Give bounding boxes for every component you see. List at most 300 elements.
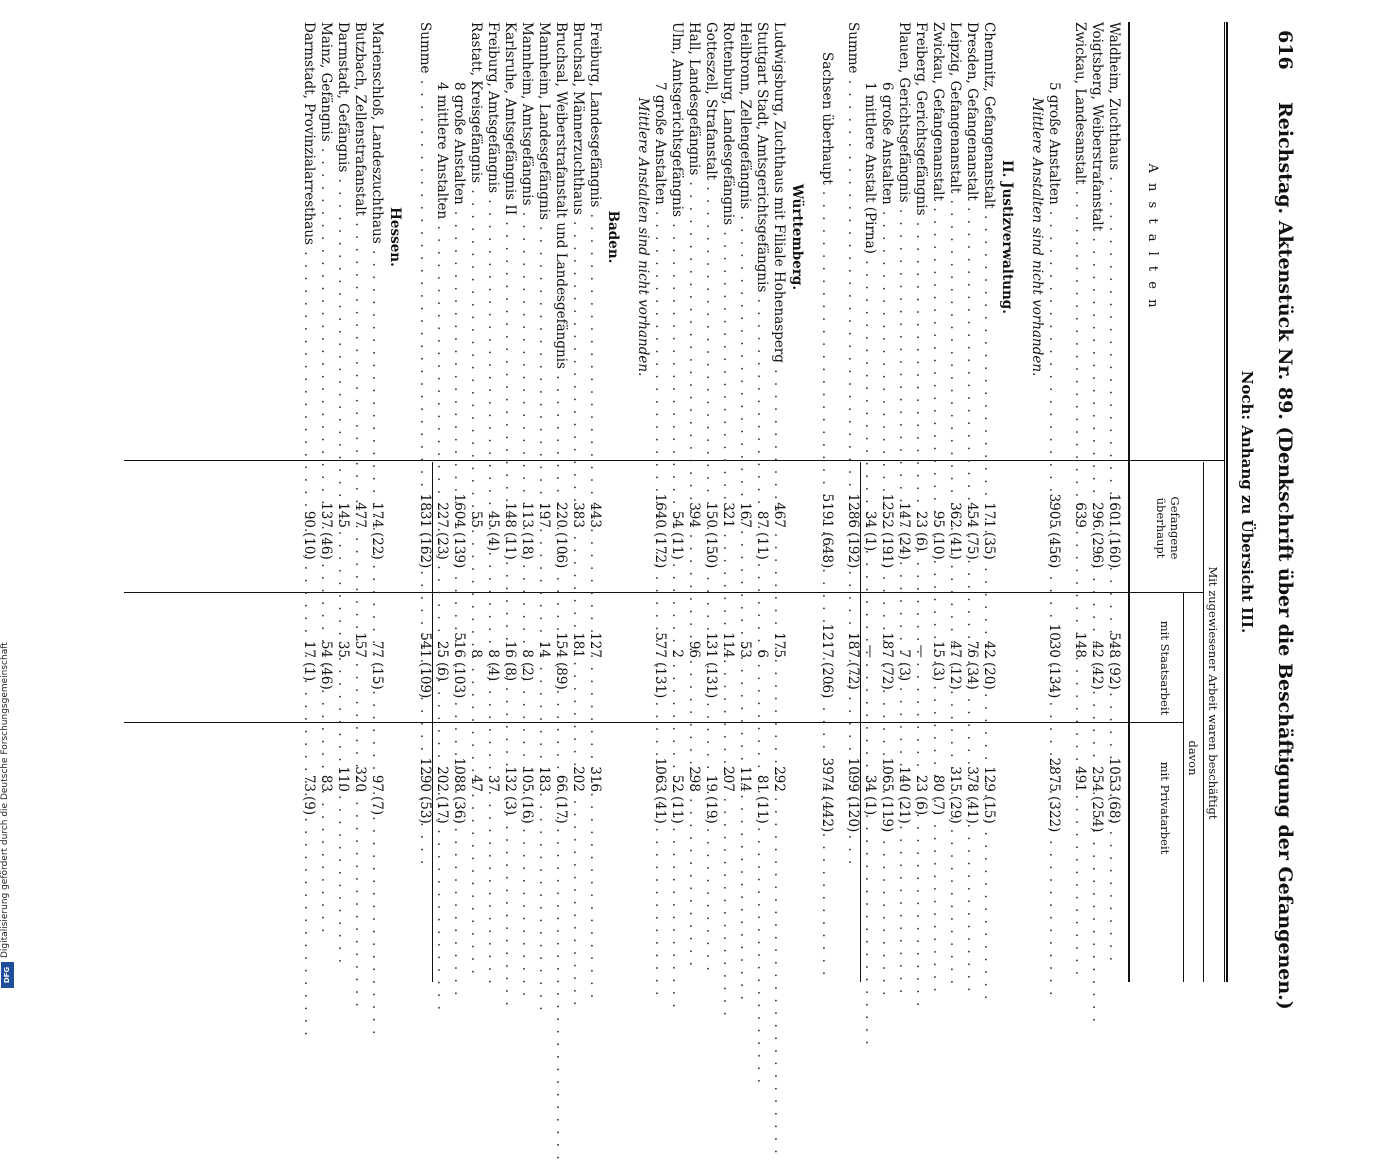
value-cell: 254 xyxy=(1089,766,1105,792)
female-count-cell: (41) xyxy=(652,796,668,824)
female-count-cell: (3) xyxy=(896,662,912,682)
row-label: Sachsen überhaupt . . . xyxy=(820,22,834,458)
table-row xyxy=(448,22,465,982)
female-count-cell: (7) xyxy=(930,796,946,816)
row-label: Dresden, Gefangenanstalt . . . xyxy=(965,22,979,458)
value-cell: 292 xyxy=(771,766,787,792)
value-cell: 477 xyxy=(352,502,368,528)
row-label: Chemnitz, Gefangenanstalt . . . xyxy=(982,22,996,458)
value-cell: — xyxy=(913,644,929,658)
female-count-cell: (322) xyxy=(1046,796,1062,833)
value-cell: 54 xyxy=(318,640,334,658)
table-row xyxy=(533,22,550,982)
row-label: Stuttgart Stadt, Amtsgerichtsgefängnis . . . xyxy=(755,22,769,458)
col-privatarbeit: mit Privatarbeit xyxy=(1158,761,1172,855)
value-cell: 105 xyxy=(519,766,535,792)
female-count-cell: (11) xyxy=(669,532,685,560)
value-cell: 394 xyxy=(686,502,702,528)
female-count-cell: (442) xyxy=(819,796,835,833)
table-row xyxy=(666,22,683,982)
female-count-cell: (11) xyxy=(754,532,770,560)
sum-row xyxy=(842,22,859,982)
value-cell: 454 xyxy=(964,502,980,528)
female-count-cell: (206) xyxy=(819,662,835,699)
female-count-cell: (106) xyxy=(553,532,569,569)
section-heading xyxy=(601,22,623,982)
value-cell: 145 xyxy=(335,502,351,528)
value-cell: 183 xyxy=(536,766,552,792)
value-cell: 80 xyxy=(930,774,946,792)
female-count-cell: (1) xyxy=(301,662,317,682)
value-cell: 150 xyxy=(703,502,719,528)
table-row xyxy=(349,22,366,982)
value-cell: 129 xyxy=(981,766,997,792)
female-count-cell: (119) xyxy=(879,796,895,833)
row-label: Zwickau, Landesanstalt . . . xyxy=(1073,22,1087,458)
female-count-cell: (6) xyxy=(913,796,929,816)
value-cell: 1831 xyxy=(417,493,433,528)
value-cell: 35 xyxy=(335,640,351,658)
value-cell: 37 xyxy=(485,774,501,792)
female-count-cell: (162) xyxy=(417,532,433,569)
female-count-cell: (1) xyxy=(862,796,878,816)
table-row xyxy=(700,22,717,982)
female-count-cell: (21) xyxy=(896,796,912,824)
table-row xyxy=(482,22,499,982)
value-cell: 171 xyxy=(981,502,997,528)
value-cell: 16 xyxy=(502,640,518,658)
col-group-header: Mit zugewiesener Arbeit waren beschäftigt xyxy=(1206,566,1220,820)
table-top-rule xyxy=(1226,22,1228,982)
female-count-cell: (120) xyxy=(845,796,861,833)
value-cell: 96 xyxy=(686,640,702,658)
female-count-cell: (172) xyxy=(652,532,668,569)
female-count-cell: (20) xyxy=(981,662,997,690)
value-cell: 23 xyxy=(913,774,929,792)
value-cell: 577 xyxy=(652,632,668,658)
value-cell: 2 xyxy=(669,649,685,658)
female-count-cell: (72) xyxy=(845,662,861,690)
female-count-cell: (2) xyxy=(519,662,535,682)
female-count-cell: (11) xyxy=(502,532,518,560)
table-row xyxy=(961,22,978,982)
col-davon: davon xyxy=(1186,740,1200,776)
value-cell: 491 xyxy=(1072,766,1088,792)
davon-rule xyxy=(1183,592,1184,982)
value-cell: 148 xyxy=(1072,632,1088,658)
table-row xyxy=(944,22,961,982)
table-row xyxy=(683,22,700,982)
value-cell: 315 xyxy=(947,766,963,792)
value-cell: 1063 xyxy=(652,757,668,792)
value-cell: 1099 xyxy=(845,757,861,792)
row-label: Württemberg. xyxy=(789,183,805,291)
value-cell: 15 xyxy=(930,640,946,658)
female-count-cell: (22) xyxy=(369,532,385,560)
female-count-cell: (10) xyxy=(301,532,317,560)
spacer xyxy=(623,22,632,982)
row-label: 5 große Anstalten . . . xyxy=(1047,22,1061,458)
female-count-cell: (24) xyxy=(896,532,912,560)
section-subtitle: Noch: Anhang zu Übersicht III. xyxy=(1238,370,1256,634)
value-cell: 8 xyxy=(519,649,535,658)
female-count-cell: (1) xyxy=(862,532,878,552)
female-count-cell: (3) xyxy=(502,796,518,816)
female-count-cell: (11) xyxy=(669,796,685,824)
value-cell: 137 xyxy=(318,502,334,528)
row-label: 8 große Anstalten . . . xyxy=(452,22,466,458)
value-cell: 1601 xyxy=(1106,493,1122,528)
value-cell: 25 xyxy=(434,640,450,658)
credit-text: Digitalisierung gefördert durch die Deutsche Forschungsgemeinschaft xyxy=(0,642,10,958)
page-header xyxy=(1260,22,1300,1010)
row-label: Darmstadt, Gefängnis . . . xyxy=(336,22,350,458)
value-cell: 316 xyxy=(587,766,603,792)
row-label: 7 große Anstalten . . . xyxy=(653,22,667,458)
value-cell: 87 xyxy=(754,510,770,528)
value-cell: 148 xyxy=(502,502,518,528)
row-label: Waldheim, Zuchthaus . . . xyxy=(1107,22,1121,458)
value-cell: 147 xyxy=(896,502,912,528)
col-staatsarbeit: mit Staatsarbeit xyxy=(1158,620,1172,716)
document-page xyxy=(120,22,1300,1010)
female-count-cell: (134) xyxy=(1046,662,1062,699)
value-cell: 54 xyxy=(669,510,685,528)
female-count-cell: (4) xyxy=(485,662,501,682)
spacer xyxy=(807,22,816,982)
value-cell: 175 xyxy=(771,632,787,658)
female-count-cell: (131) xyxy=(703,662,719,699)
female-count-cell: (68) xyxy=(1106,796,1122,824)
value-cell: 541 xyxy=(417,632,433,658)
female-count-cell: (18) xyxy=(519,532,535,560)
value-cell: 1640 xyxy=(652,493,668,528)
value-cell: 548 xyxy=(1106,632,1122,658)
value-cell: 53 xyxy=(737,640,753,658)
female-count-cell: (29) xyxy=(947,796,963,824)
female-count-cell: (10) xyxy=(930,532,946,560)
female-count-cell: (192) xyxy=(845,532,861,569)
female-count-cell: (103) xyxy=(451,662,467,699)
female-count-cell: (16) xyxy=(519,796,535,824)
female-count-cell: (6) xyxy=(913,532,929,552)
running-title: Reichstag. Aktenstück Nr. 89. (Denkschrift über die Beschäftigung der Gefangenen.) xyxy=(1274,102,1296,1010)
row-label: Freiburg, Amtsgefängnis . . . xyxy=(486,22,500,458)
value-cell: 443 xyxy=(587,502,603,528)
table-row xyxy=(567,22,584,982)
value-cell: 81 xyxy=(754,774,770,792)
value-cell: 114 xyxy=(737,766,753,792)
female-count-cell: (23) xyxy=(434,532,450,560)
table-top-rule-2 xyxy=(1224,22,1225,982)
female-count-cell: (8) xyxy=(502,662,518,682)
female-count-cell: (36) xyxy=(451,796,467,824)
value-cell: 66 xyxy=(553,774,569,792)
page-number: 616 xyxy=(1274,30,1296,70)
value-cell: 1252 xyxy=(879,493,895,528)
value-cell: 110 xyxy=(335,766,351,792)
value-cell: 140 xyxy=(896,766,912,792)
value-cell: 298 xyxy=(686,766,702,792)
female-count-cell: (131) xyxy=(652,662,668,699)
value-cell: — xyxy=(862,644,878,658)
table-row xyxy=(876,22,893,982)
row-label: Mittlere Anstalten sind nicht vorhanden. xyxy=(635,97,651,377)
row-label: Hessen. xyxy=(387,207,403,267)
value-cell: 467 xyxy=(771,502,787,528)
table-row xyxy=(717,22,734,982)
table-note xyxy=(1026,22,1043,982)
table-row xyxy=(584,22,601,982)
value-cell: 1030 xyxy=(1046,623,1062,658)
female-count-cell: (15) xyxy=(981,796,997,824)
value-cell: 77 xyxy=(369,640,385,658)
value-cell: 23 xyxy=(913,510,929,528)
value-cell: 5191 xyxy=(819,493,835,528)
row-label: Karlsruhe, Amtsgefängnis II . . . xyxy=(503,22,517,458)
female-count-cell: (150) xyxy=(703,532,719,569)
value-cell: 7 xyxy=(896,649,912,658)
section-heading xyxy=(785,22,807,982)
dfg-logo-text: DFG xyxy=(3,966,12,984)
value-cell: 83 xyxy=(318,774,334,792)
female-count-cell: (75) xyxy=(964,532,980,560)
table-row xyxy=(465,22,482,982)
header-bottom-rule xyxy=(1128,22,1130,982)
row-label: Hall, Landesgefängnis . . . xyxy=(687,22,701,458)
female-count-cell: (46) xyxy=(318,662,334,690)
value-cell: 132 xyxy=(502,766,518,792)
row-label: Plauen, Gerichtsgefängnis . . . xyxy=(897,22,911,458)
table-row xyxy=(315,22,332,982)
table-row xyxy=(332,22,349,982)
table-row xyxy=(431,22,448,982)
row-label: Zwickau, Gefangenanstalt . . . xyxy=(931,22,945,458)
row-label: Summe . . . xyxy=(846,22,860,458)
row-label: 4 mittlere Anstalten . . . xyxy=(435,22,449,458)
table-row xyxy=(550,22,567,982)
row-label: Ulm, Amtsgerichtsgefängnis . . . xyxy=(670,22,684,458)
value-cell: 52 xyxy=(669,774,685,792)
value-cell: 3974 xyxy=(819,757,835,792)
value-cell: 14 xyxy=(536,640,552,658)
row-label: II. Justizverwaltung. xyxy=(999,160,1015,314)
table-row xyxy=(298,22,315,982)
value-cell: 1286 xyxy=(845,493,861,528)
female-count-cell: (3) xyxy=(930,662,946,682)
row-label: Voigtsberg, Weiberstrafanstalt . . . xyxy=(1090,22,1104,458)
row-label: Heilbronn, Zellengefängnis . . . xyxy=(738,22,752,458)
dfg-logo xyxy=(1,962,14,988)
female-count-cell: (456) xyxy=(1046,532,1062,569)
value-cell: 320 xyxy=(352,766,368,792)
row-label: Bruchsal, Männerzuchthaus . . . xyxy=(571,22,585,458)
digitization-credit xyxy=(0,8,12,998)
female-count-cell: (89) xyxy=(553,662,569,690)
value-cell: 516 xyxy=(451,632,467,658)
value-cell: 19 xyxy=(703,774,719,792)
section-heading xyxy=(995,22,1017,982)
female-count-cell: (46) xyxy=(318,532,334,560)
value-cell: 187 xyxy=(879,632,895,658)
row-label: Rastatt, Kreisgefängnis . . . xyxy=(469,22,483,458)
value-cell: 362 xyxy=(947,502,963,528)
table-row xyxy=(734,22,751,982)
value-cell: 45 xyxy=(485,510,501,528)
value-cell: 207 xyxy=(720,766,736,792)
table-row xyxy=(927,22,944,982)
col-gefangene: Gefangene überhaupt xyxy=(1153,496,1182,560)
female-count-cell: (191) xyxy=(879,532,895,569)
row-label: Mainz, Gefängnis . . . xyxy=(319,22,333,458)
female-count-cell: (139) xyxy=(451,532,467,569)
value-cell: 42 xyxy=(981,640,997,658)
value-cell: 47 xyxy=(468,774,484,792)
female-count-cell: (160) xyxy=(1106,532,1122,569)
value-cell: 113 xyxy=(519,502,535,528)
female-count-cell: (72) xyxy=(879,662,895,690)
value-cell: 202 xyxy=(570,766,586,792)
table-row xyxy=(978,22,995,982)
row-label: Mittlere Anstalten sind nicht vorhanden. xyxy=(1029,97,1045,377)
table-row xyxy=(499,22,516,982)
female-count-cell: (17) xyxy=(553,796,569,824)
value-cell: 187 xyxy=(845,632,861,658)
row-label: Baden. xyxy=(605,210,621,264)
value-cell: 6 xyxy=(754,649,770,658)
value-cell: 127 xyxy=(587,632,603,658)
value-cell: 1604 xyxy=(451,493,467,528)
row-label: Ludwigsburg, Zuchthaus mit Filiale Hohenasperg . . . xyxy=(772,22,786,458)
group-rule xyxy=(1203,462,1204,982)
female-count-cell: (53) xyxy=(417,796,433,824)
row-label: Rottenburg, Landesgefängnis . . . xyxy=(721,22,735,458)
female-count-cell: (254) xyxy=(1089,796,1105,833)
value-cell: 8 xyxy=(468,649,484,658)
value-cell: 197 xyxy=(536,502,552,528)
value-cell: 17 xyxy=(301,640,317,658)
value-cell: 1053 xyxy=(1106,757,1122,792)
value-cell: 181 xyxy=(570,632,586,658)
female-count-cell: (7) xyxy=(369,796,385,816)
row-label: Summe . . . xyxy=(418,22,432,458)
value-cell: 55 xyxy=(468,510,484,528)
value-cell: 321 xyxy=(720,502,736,528)
value-cell: 42 xyxy=(1089,640,1105,658)
row-label: Butzbach, Zellenstrafanstalt . . . xyxy=(353,22,367,458)
row-label: 1 mittlere Anstalt (Pirna) . . . xyxy=(863,22,877,458)
row-label: Mannheim, Amtsgefängnis . . . xyxy=(520,22,534,458)
table-row xyxy=(859,22,876,982)
female-count-cell: (92) xyxy=(1106,662,1122,690)
table-row xyxy=(1043,22,1060,982)
table-note xyxy=(632,22,649,982)
value-cell: 34 xyxy=(862,774,878,792)
value-cell: 34 xyxy=(862,510,878,528)
value-cell: 1290 xyxy=(417,757,433,792)
table-row xyxy=(816,22,833,982)
value-cell: 639 xyxy=(1072,502,1088,528)
female-count-cell: (109) xyxy=(417,662,433,699)
value-cell: 227 xyxy=(434,502,450,528)
table-row xyxy=(649,22,666,982)
table-row xyxy=(516,22,533,982)
table-row xyxy=(1069,22,1086,982)
female-count-cell: (42) xyxy=(1089,662,1105,690)
female-count-cell: (17) xyxy=(434,796,450,824)
row-label: Freiberg, Gerichtsgefängnis . . . xyxy=(914,22,928,458)
value-cell: 220 xyxy=(553,502,569,528)
female-count-cell: (11) xyxy=(754,796,770,824)
value-cell: 202 xyxy=(434,766,450,792)
female-count-cell: (35) xyxy=(981,532,997,560)
value-cell: 174 xyxy=(369,502,385,528)
female-count-cell: (4) xyxy=(485,532,501,552)
value-cell: 1065 xyxy=(879,757,895,792)
value-cell: 90 xyxy=(301,510,317,528)
table-row xyxy=(893,22,910,982)
sum-row xyxy=(414,22,431,982)
value-cell: 378 xyxy=(964,766,980,792)
female-count-cell: (19) xyxy=(703,796,719,824)
value-cell: 157 xyxy=(352,632,368,658)
value-cell: 167 xyxy=(737,502,753,528)
table-row xyxy=(366,22,383,982)
value-cell: 95 xyxy=(930,510,946,528)
female-count-cell: (15) xyxy=(369,662,385,690)
table-row xyxy=(1086,22,1103,982)
female-count-cell: (648) xyxy=(819,532,835,569)
spacer xyxy=(1017,22,1026,982)
row-label: Leipzig, Gefangenanstalt . . . xyxy=(948,22,962,458)
female-count-cell: (296) xyxy=(1089,532,1105,569)
row-label: 6 große Anstalten . . . xyxy=(880,22,894,458)
female-count-cell: (41) xyxy=(947,532,963,560)
table-row xyxy=(910,22,927,982)
table-row xyxy=(1103,22,1120,982)
row-label: Mannheim, Landesgefängnis . . . xyxy=(537,22,551,458)
row-label: Darmstadt, Provinzialarresthaus . . . xyxy=(302,22,316,458)
value-cell: 1217 xyxy=(819,623,835,658)
value-cell: 73 xyxy=(301,774,317,792)
female-count-cell: (34) xyxy=(964,662,980,690)
value-cell: 3905 xyxy=(1046,493,1062,528)
value-cell: 383 xyxy=(570,502,586,528)
value-cell: 1088 xyxy=(451,757,467,792)
section-heading xyxy=(383,22,405,982)
value-cell: 97 xyxy=(369,774,385,792)
value-cell: 131 xyxy=(703,632,719,658)
female-count-cell: (9) xyxy=(301,796,317,816)
value-cell: 8 xyxy=(485,649,501,658)
row-label: Bruchsal, Weiberstrafanstalt und Landesgefängnis . . . xyxy=(554,22,568,458)
female-count-cell: (6) xyxy=(434,662,450,682)
value-cell: 2875 xyxy=(1046,757,1062,792)
row-label: Gotteszell, Strafanstalt . . . xyxy=(704,22,718,458)
female-count-cell: (41) xyxy=(964,796,980,824)
col-anstalten: A n s t a l t e n xyxy=(1145,163,1160,311)
value-cell: 296 xyxy=(1089,502,1105,528)
value-cell: 154 xyxy=(553,632,569,658)
row-label: Freiburg, Landesgefängnis . . . xyxy=(588,22,602,458)
spacer xyxy=(405,22,414,982)
table-row xyxy=(768,22,785,982)
value-cell: 76 xyxy=(964,640,980,658)
value-cell: 47 xyxy=(947,640,963,658)
table-row xyxy=(751,22,768,982)
value-cell: 114 xyxy=(720,632,736,658)
female-count-cell: (12) xyxy=(947,662,963,690)
